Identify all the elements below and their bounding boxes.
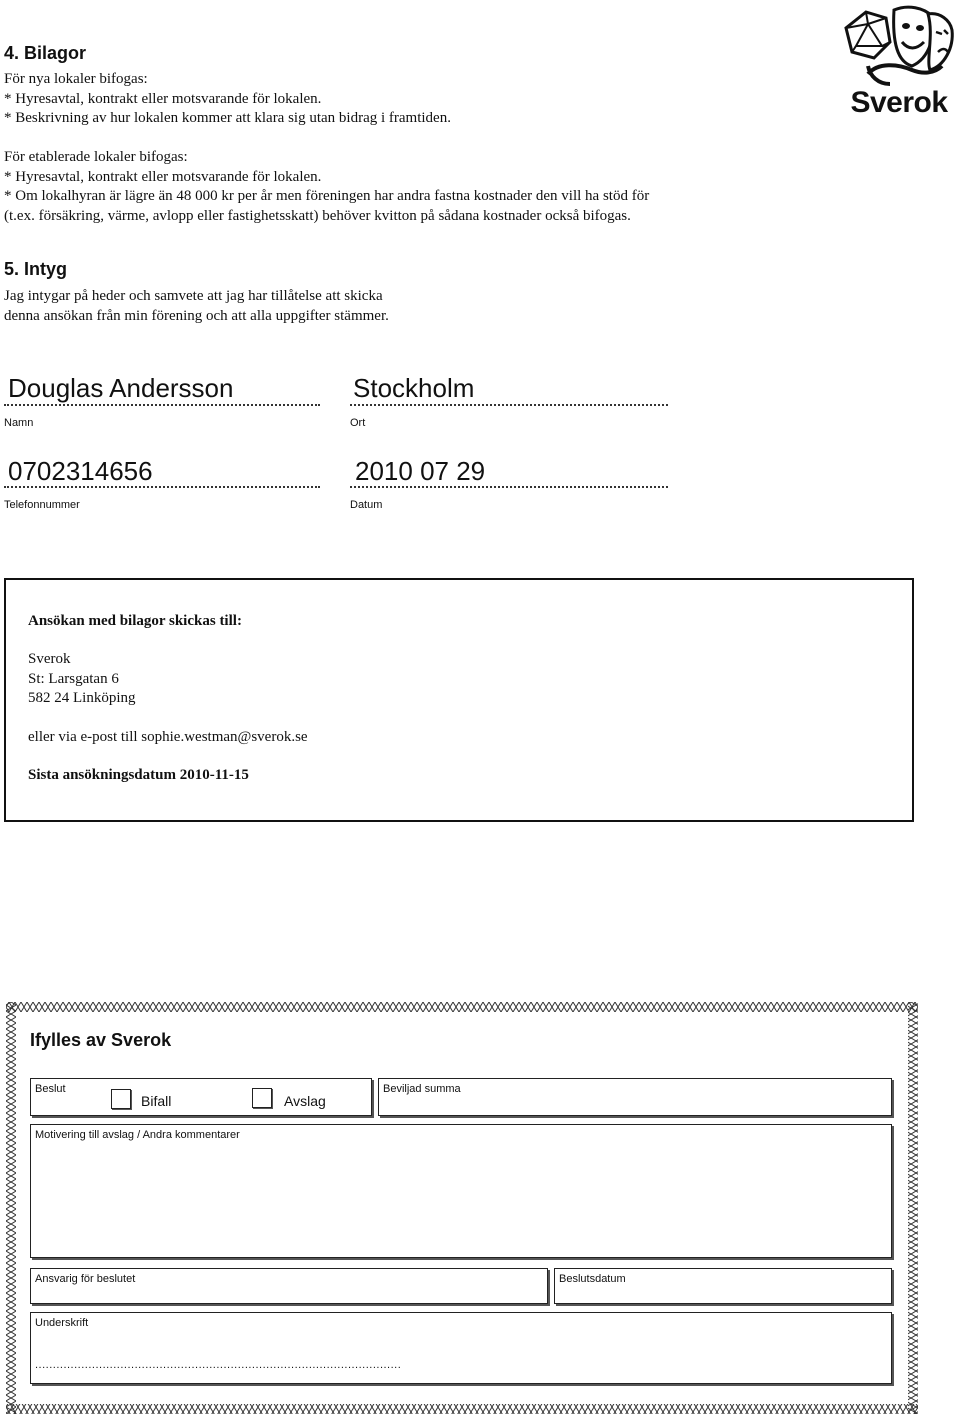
- established-item: (t.ex. försäkring, värme, avlopp eller fastighetsskatt) behöver kvitton på sådana kostnader också bifogas.: [4, 207, 631, 224]
- email-line: eller via e-post till sophie.westman@sverok.se: [28, 729, 308, 745]
- approve-label: Bifall: [141, 1093, 172, 1109]
- mailing-info-box: [4, 578, 914, 822]
- city-dotted-line: [350, 404, 668, 406]
- name-label: Namn: [4, 417, 34, 429]
- responsible-label: Ansvarig för beslutet: [35, 1273, 136, 1285]
- new-premises-intro: För nya lokaler bifogas:: [4, 71, 148, 87]
- phone-value[interactable]: 0702314656: [8, 456, 153, 486]
- date-value[interactable]: 2010 07 29: [355, 456, 486, 486]
- decision-date-label: Beslutsdatum: [559, 1273, 626, 1285]
- address-line: Sverok: [28, 651, 71, 667]
- name-value[interactable]: Douglas Andersson: [8, 373, 234, 403]
- theatre-masks-d20-icon: [838, 4, 958, 92]
- date-dotted-line: [350, 486, 668, 488]
- phone-label: Telefonnummer: [4, 499, 80, 511]
- new-premises-item: * Hyresavtal, kontrakt eller motsvarande för lokalen.: [4, 90, 322, 107]
- section4-heading: 4. Bilagor: [4, 43, 87, 63]
- new-premises-block: [4, 70, 451, 129]
- mailing-heading: Ansökan med bilagor skickas till:: [28, 613, 242, 629]
- approve-checkbox[interactable]: [111, 1089, 131, 1109]
- established-item: * Om lokalhyran är lägre än 48 000 kr per år men föreningen har andra fastna kostnader den vill ha stöd för: [4, 188, 650, 204]
- certification-text: [4, 287, 389, 326]
- signature-label: Underskrift: [35, 1317, 89, 1329]
- decision-box: [30, 1078, 372, 1116]
- sverok-use-only-section: [16, 1012, 908, 1404]
- reject-checkbox[interactable]: [252, 1088, 272, 1108]
- new-premises-item: * Beskrivning av hur lokalen kommer att klara sig utan bidrag i framtiden.: [4, 110, 451, 126]
- certification-line: Jag intygar på heder och samvete att jag har tillåtelse att skicka: [4, 288, 383, 304]
- logo-text: Sverok: [850, 86, 948, 119]
- address-line: St: Larsgatan 6: [28, 670, 119, 687]
- reject-label: Avslag: [284, 1093, 326, 1109]
- granted-amount-box[interactable]: [378, 1078, 892, 1116]
- mailing-address: [28, 650, 136, 709]
- signature-box[interactable]: [30, 1312, 892, 1384]
- signature-dotted-line: .......................................................................................................: [35, 1359, 402, 1371]
- established-block: [4, 148, 649, 226]
- deadline: Sista ansökningsdatum 2010-11-15: [28, 767, 249, 783]
- decision-date-box[interactable]: [554, 1268, 892, 1304]
- motivation-label: Motivering till avslag / Andra kommentarer: [35, 1129, 240, 1141]
- section5-heading: 5. Intyg: [4, 259, 68, 279]
- responsible-box[interactable]: [30, 1268, 548, 1304]
- motivation-box[interactable]: [30, 1124, 892, 1258]
- certification-line: denna ansökan från min förening och att alla uppgifter stämmer.: [4, 307, 389, 324]
- sverok-section-heading: Ifylles av Sverok: [30, 1030, 172, 1050]
- granted-amount-label: Beviljad summa: [383, 1083, 461, 1095]
- name-dotted-line: [4, 404, 320, 406]
- phone-dotted-line: [4, 486, 320, 488]
- established-intro: För etablerade lokaler bifogas:: [4, 149, 188, 165]
- city-label: Ort: [350, 417, 366, 429]
- established-item: * Hyresavtal, kontrakt eller motsvarande för lokalen.: [4, 168, 322, 185]
- sverok-logo: [838, 4, 958, 119]
- address-line: 582 24 Linköping: [28, 690, 136, 706]
- city-value[interactable]: Stockholm: [353, 373, 475, 403]
- decision-label: Beslut: [35, 1083, 66, 1095]
- date-label: Datum: [350, 499, 383, 511]
